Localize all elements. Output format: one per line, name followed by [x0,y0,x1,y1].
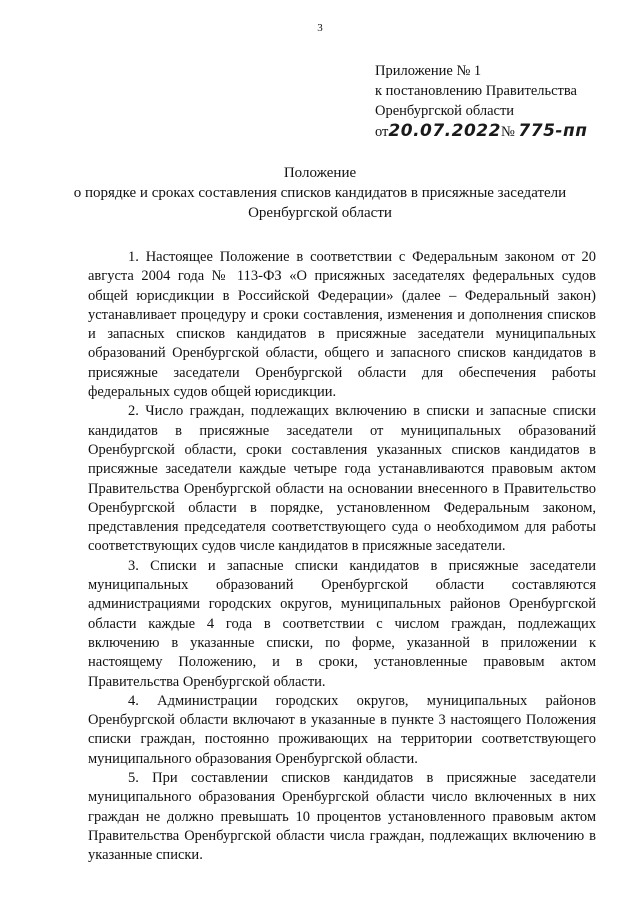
title-line-1: Положение [283,165,357,181]
page-number: 3 [317,22,323,34]
paragraph-2: 2. Число граждан, подлежащих включению в списки и запасные списки кандидатов в присяжные заседатели от муниципальных образований Оренбургской области, сроки составления указанных списков кандидатов в присяжные заседатели каждые четыре года устанавливаются правовым актом Правительства Оренбургской области на основании внесенного в Правительство Оренбургской области в порядке, установленном Федеральным законом, представления председателя соответствующего суда о необходимом для работы соответствующих судов числе кандидатов в присяжные заседатели. [88,403,596,555]
appendix-region-line: Оренбургской области [375,103,515,119]
paragraph-1: 1. Настоящее Положение в соответствии с Федеральным законом от 20 августа 2004 года № 113-ФЗ «О присяжных заседателях федеральных судов общей юрисдикции в Российской Федерации» (далее – Федеральный закон) устанавливает процедуру и сроки составления, изменения и дополнения списков и запасных списков кандидатов в присяжные заседатели муниципальных образований Оренбургской области, общего и запасного списков кандидатов в присяжные заседатели Оренбургской области для обеспечения работы федеральных судов общей юрисдикции. [88,249,596,401]
appendix-resolution-line: к постановлению Правительства [375,83,577,99]
appendix-title: Приложение № 1 [375,63,482,79]
appendix-block [375,61,630,142]
date-prefix: от [375,124,389,140]
title-line-2: о порядке и сроках составления списков кандидатов в присяжные заседатели [73,185,567,201]
appendix-date-line [375,121,630,142]
title-line-3: Оренбургской области [248,205,392,221]
handwritten-date: 20.07.2022 [388,121,501,141]
paragraph-3: 3. Списки и запасные списки кандидатов в присяжные заседатели муниципальных образований Оренбургской области составляются администрациями городских округов, муниципальных районов Оренбургской области каждые 4 года в соответствии с числом граждан, подлежащих включению в указанные списки, по форме, указанной в приложении к настоящему Положению, и в сроки, установленные правовым актом Правительства Оренбургской области. [88,557,596,690]
paragraph-5: 5. При составлении списков кандидатов в присяжные заседатели муниципального образования Оренбургской области число включенных в них граждан не должно превышать 10 процентов установленного правовым актом Правительства Оренбургской области числа граждан, подлежащих включению в указанные списки. [88,770,596,864]
number-prefix: № [500,124,515,140]
paragraph-4: 4. Администрации городских округов, муниципальных районов Оренбургской области включают в указанные в пункте 3 настоящего Положения списки граждан, постоянно проживающих на территории соответствующего муниципального образования Оренбургской области. [88,692,596,767]
document-body [88,248,596,866]
handwritten-number: 775-пп [518,121,588,141]
document-title [40,163,600,223]
